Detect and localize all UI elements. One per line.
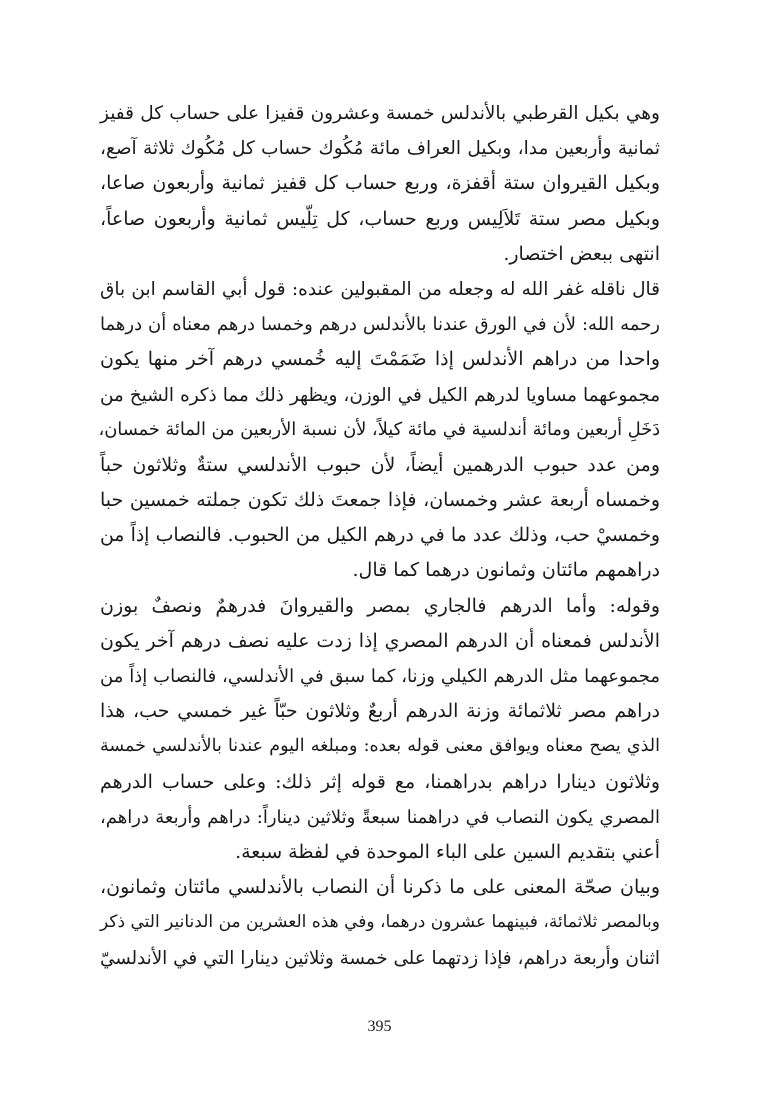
- text-line: دَخَلِ أربعين ومائة أندلسية في مائة كيلاً، لأن نسبة الأربعين من المائة خمسان،: [98, 419, 660, 440]
- text-line: دراهم مصر ثلاثمائة وزنة الدرهم أربعٌ وثلاثون حبّاً غير خمسي حب، هذا: [100, 700, 660, 723]
- paragraph-4: [100, 870, 660, 976]
- paragraph-2: [100, 272, 660, 589]
- text-line: وخمسيْ حب، وذلك عدد ما في درهم الكيل من الحبوب. فالنصاب إذاً من: [100, 525, 660, 547]
- text-line: ومن عدد حبوب الدرهمين أيضاً، لأن حبوب الأندلسي ستةٌ وثلاثون حباً: [100, 453, 660, 476]
- text-line: مجموعهما مساويا لدرهم الكيل في الوزن، ويظهر ذلك مما ذكره الشيخ من: [100, 384, 660, 406]
- text-line: وهي بكيل القرطبي بالأندلس خمسة وعشرون قفيزا على حساب كل قفيز: [100, 103, 660, 124]
- text-line: الأندلس فمعناه أن الدرهم المصري إذا زدت عليه نصف درهم آخر يكون: [100, 629, 660, 652]
- paragraph-3: [100, 589, 660, 871]
- page-number: 395: [367, 1018, 392, 1035]
- text-line: ثمانية وأربعين مدا، وبكيل العراف مائة مُكُوك حساب كل مُكُوك ثلاثة آصع،: [100, 138, 660, 160]
- body-text: [100, 96, 660, 976]
- text-line: مجموعهما مثل الدرهم الكيلي وزنا، كما سبق في الأندلسي، فالنصاب إذاً من: [100, 666, 660, 687]
- text-line: انتهى ببعض اختصار.: [503, 242, 660, 265]
- text-line: اثنان وأربعة دراهم، فإذا زدتهما على خمسة وثلاثين دينارا التي في الأندلسيّ: [100, 947, 660, 969]
- text-line: الذي يصح معناه ويوافق معنى قوله بعده: ومبلغه اليوم عندنا بالأندلسي خمسة: [100, 736, 660, 757]
- paragraph-1: [100, 96, 660, 272]
- text-line: وبكيل القيروان ستة أقفزة، وربع حساب كل قفيز ثمانية وأربعون صاعا،: [100, 172, 660, 195]
- text-line: دراهمهم مائتان وثمانون درهما كما قال.: [352, 559, 660, 582]
- text-line: وبالمصر ثلاثمائة، فبينهما عشرون درهما، وفي هذه العشرين من الدنانير التي ذكر: [100, 912, 660, 933]
- text-line: وبيان صحّة المعنى على ما ذكرنا أن النصاب بالأندلسي مائتان وثمانون،: [100, 876, 660, 899]
- text-line: أعني بتقديم السين على الباء الموحدة في لفظة سبعة.: [235, 840, 660, 863]
- text-line: وقوله: وأما الدرهم فالجاري بمصر والقيروانَ فدرهمٌ ونصفٌ بوزن: [100, 594, 660, 617]
- text-line: وبكيل مصر ستة تَلاَلِيس وربع حساب، كل تِلّيس ثمانية وأربعون صاعاً،: [100, 207, 660, 230]
- text-line: وخمساه أربعة عشر وخمسان، فإذا جمعتَ ذلك تكون جملته خمسين حبا: [100, 489, 660, 512]
- text-line: واحدا من دراهم الأندلس إذا ضَمَمْتَ إليه خُمسي درهم آخر منها يكون: [100, 348, 660, 371]
- text-line: قال ناقله غفر الله له وجعله من المقبولين عنده: قول أبي القاسم ابن باق: [100, 278, 660, 300]
- text-line: وثلاثون دينارا دراهم بدراهمنا، مع قوله إثر ذلك: وعلى حساب الدرهم: [100, 770, 660, 793]
- text-line: المصري يكون النصاب في دراهمنا سبعةً وثلاثين ديناراً: دراهم وأربعة دراهم،: [100, 806, 660, 828]
- text-line: رحمه الله: لأن في الورق عندنا بالأندلس درهم وخمسا درهم معناه أن درهما: [100, 314, 660, 336]
